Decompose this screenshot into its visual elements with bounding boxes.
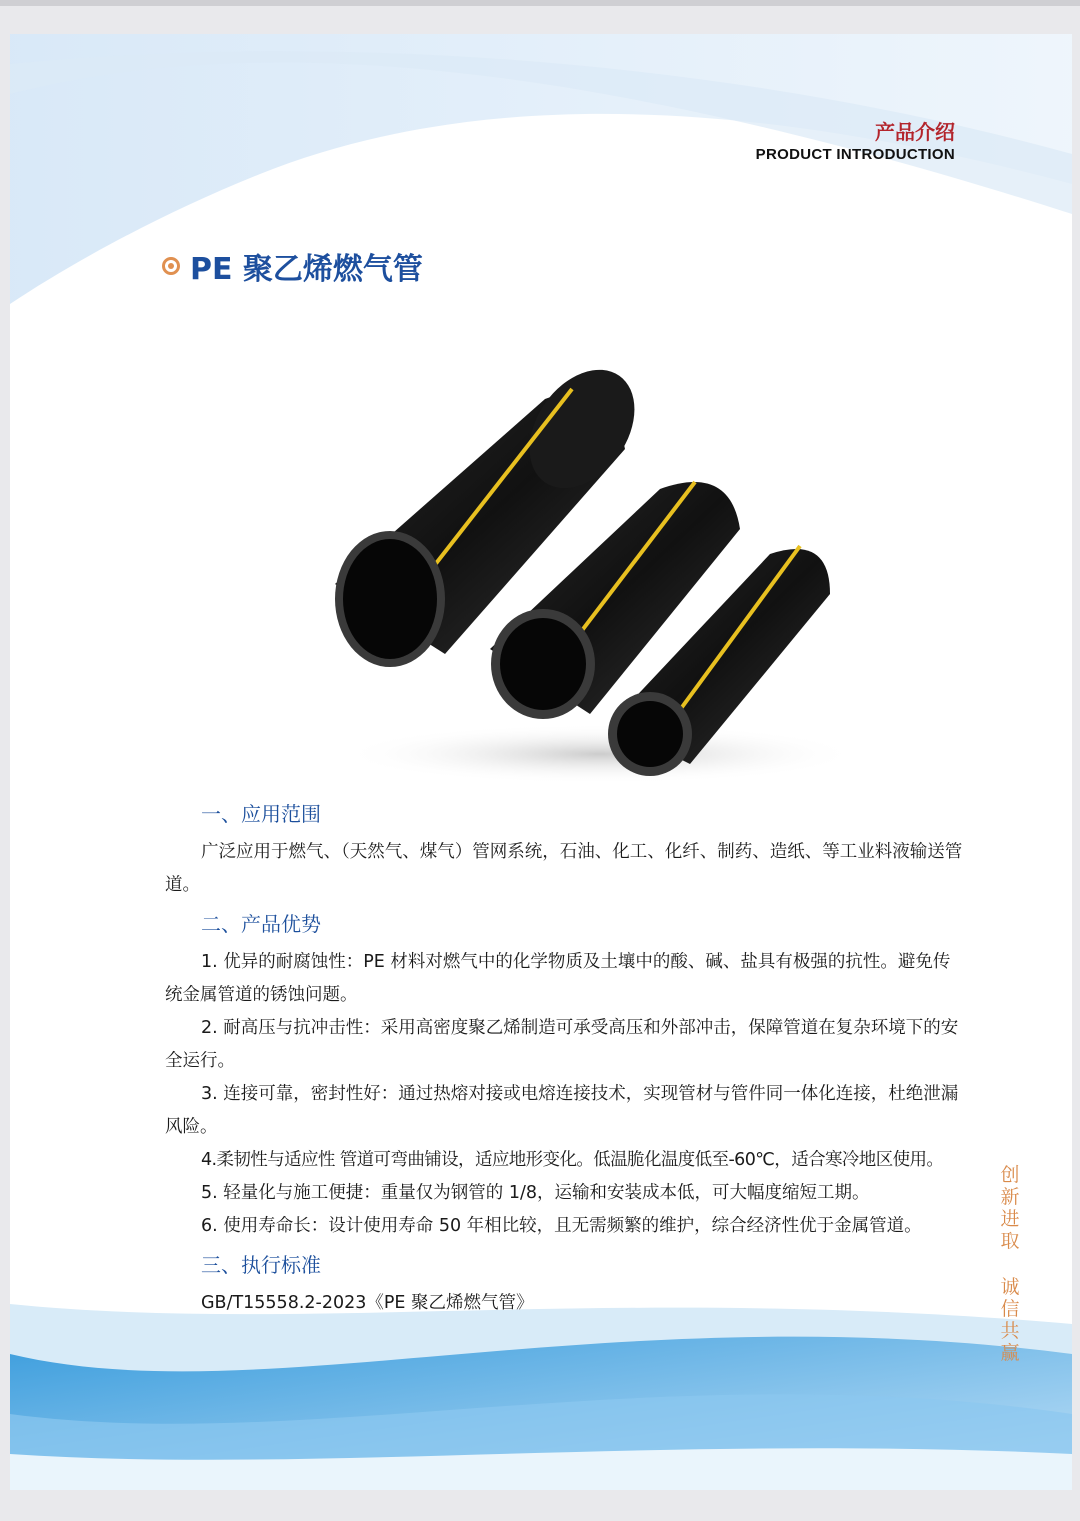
side-slogan — [998, 1164, 1022, 1364]
advantage-item: 3. 连接可靠，密封性好：通过热熔对接或电熔连接技术，实现管材与管件同一体化连接，杜绝泄漏风险。 — [165, 1084, 959, 1137]
pe-pipes-image — [310, 354, 870, 794]
section-heading-standard: 三、执行标准 — [201, 1253, 321, 1277]
page-title — [162, 244, 423, 288]
page-title-text: PE 聚乙烯燃气管 — [190, 252, 423, 287]
advantage-item: 6. 使用寿命长：设计使用寿命 50 年相比较，且无需频繁的维护，综合经济性优于金属管道。 — [201, 1216, 922, 1236]
brochure-page — [10, 34, 1072, 1490]
standard-text: GB/T15558.2-2023《PE 聚乙烯燃气管》 — [201, 1293, 534, 1313]
advantage-item: 1. 优异的耐腐蚀性：PE 材料对燃气中的化学物质及土壤中的酸、碱、盐具有极强的抗性。避免传统金属管道的锈蚀问题。 — [165, 952, 951, 1005]
slogan-line-2: 诚信共赢 — [1000, 1276, 1020, 1364]
top-bar — [0, 0, 1080, 6]
advantage-item: 5. 轻量化与施工便捷：重量仅为钢管的 1/8，运输和安装成本低，可大幅度缩短工期。 — [201, 1183, 870, 1203]
paragraph: 广泛应用于燃气、（天然气、煤气）管网系统，石油、化工、化纤、制药、造纸、等工业料液输送管道。 — [165, 842, 963, 895]
advantage-item: 2. 耐高压与抗冲击性：采用高密度聚乙烯制造可承受高压和外部冲击，保障管道在复杂环境下的安全运行。 — [165, 1018, 959, 1071]
section-heading-advantages: 二、产品优势 — [201, 912, 321, 936]
header-title-cn: 产品介绍 — [875, 120, 955, 144]
header-title-en: PRODUCT INTRODUCTION — [755, 146, 955, 163]
slogan-line-1: 创新进取 — [1000, 1164, 1020, 1252]
target-circle-icon — [162, 257, 180, 275]
advantage-item: 4.柔韧性与适应性 管道可弯曲铺设，适应地形变化。低温脆化温度低至-60℃，适合寒冷地区使用。 — [201, 1150, 944, 1170]
product-description — [165, 792, 965, 1320]
section-heading-application: 一、应用范围 — [201, 802, 321, 826]
